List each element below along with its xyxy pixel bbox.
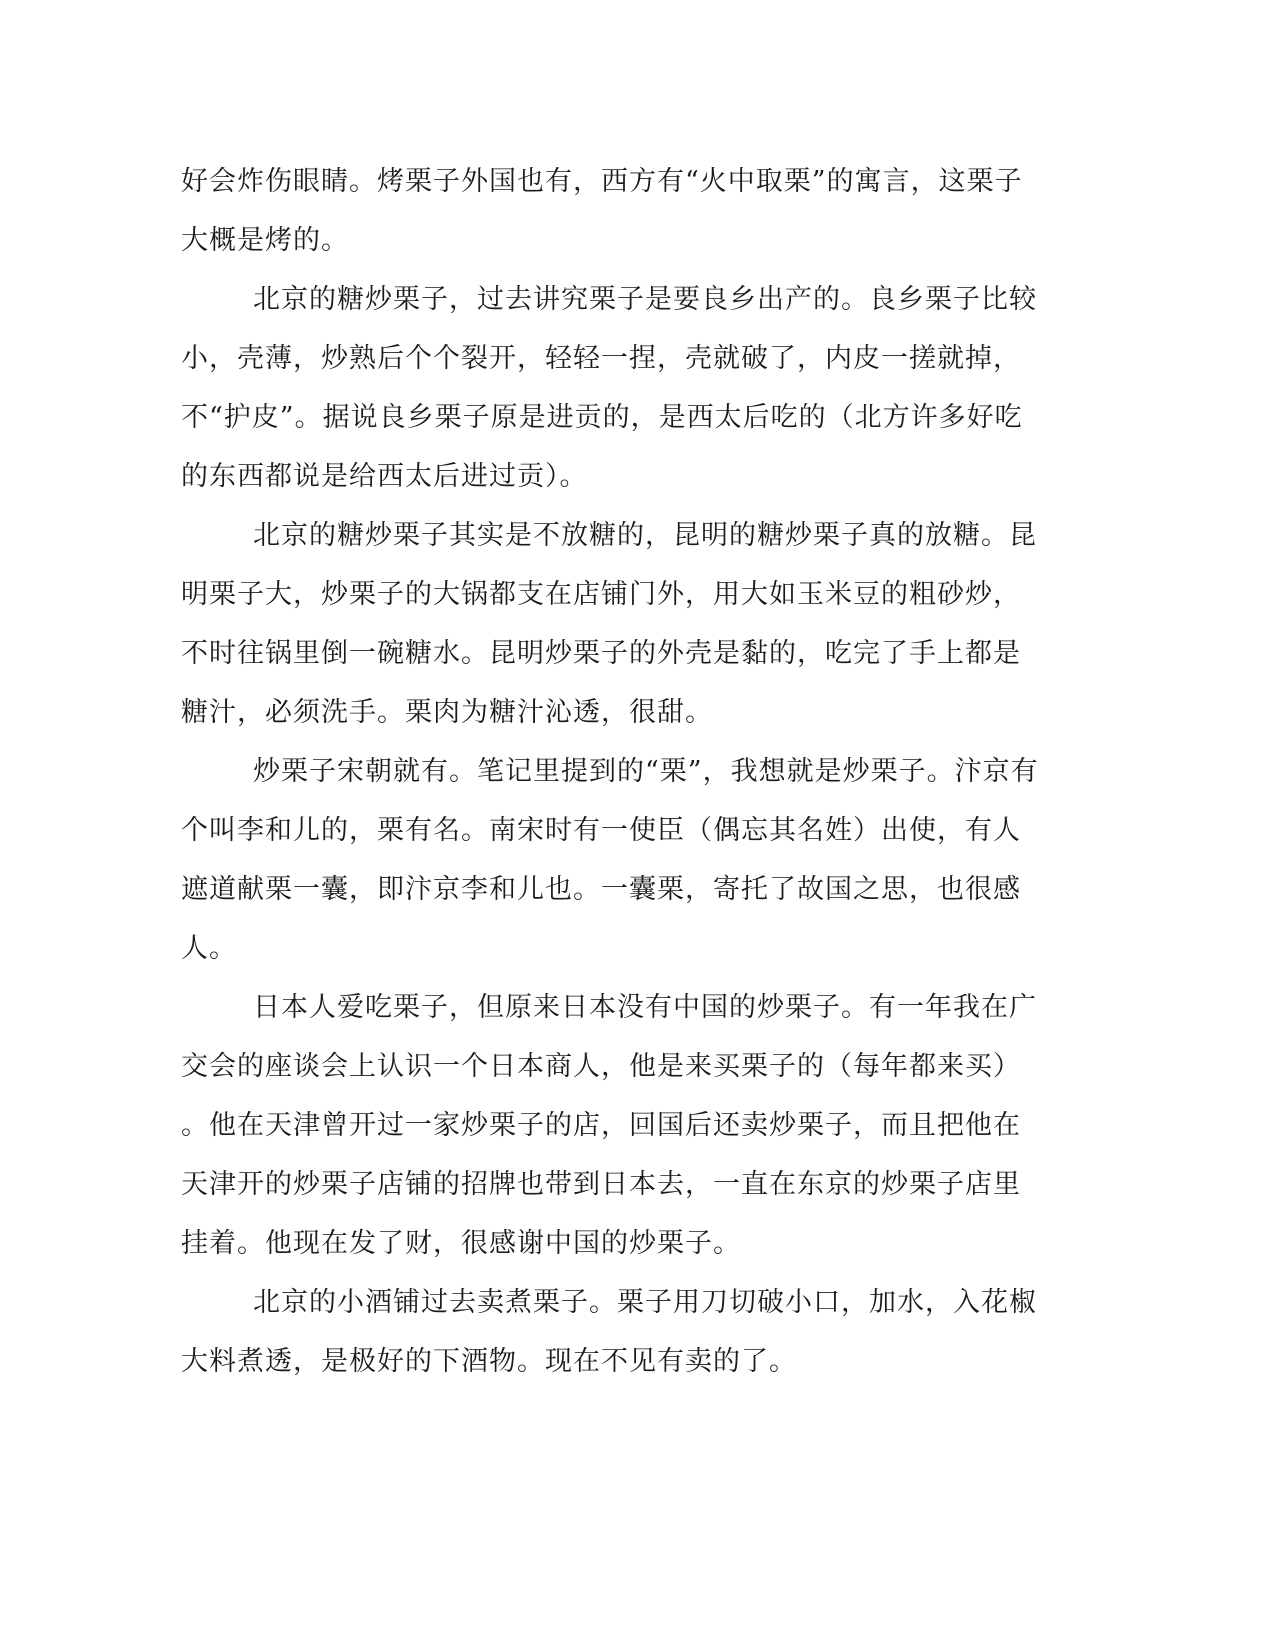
paragraph-start-line: 日本人爱吃栗子，但原来日本没有中国的炒栗子。有一年我在广 — [253, 992, 1037, 1023]
text-line: 不时往锅里倒一碗糖水。昆明炒栗子的外壳是黏的，吃完了手上都是 — [181, 638, 1021, 669]
text-line: 大料煮透，是极好的下酒物。现在不见有卖的了。 — [181, 1346, 797, 1377]
paragraph-start-line: 炒栗子宋朝就有。笔记里提到的“栗”，我想就是炒栗子。汴京有 — [253, 756, 1039, 787]
text-line: 挂着。他现在发了财，很感谢中国的炒栗子。 — [181, 1228, 741, 1259]
paragraph-start-line: 北京的糖炒栗子，过去讲究栗子是要良乡出产的。良乡栗子比较 — [253, 284, 1037, 315]
text-line: 的东西都说是给西太后进过贡）。 — [181, 461, 588, 492]
text-line: 大概是烤的。 — [181, 225, 349, 256]
text-line: 小，壳薄，炒熟后个个裂开，轻轻一捏，壳就破了，内皮一搓就掉， — [181, 343, 1021, 374]
paragraph-start-line: 北京的小酒铺过去卖煮栗子。栗子用刀切破小口，加水，入花椒 — [253, 1287, 1037, 1318]
text-line: 不“护皮”。据说良乡栗子原是进贡的，是西太后吃的（北方许多好吃 — [181, 402, 1023, 433]
paragraph-start-line: 北京的糖炒栗子其实是不放糖的，昆明的糖炒栗子真的放糖。昆 — [253, 520, 1037, 551]
text-line: 人。 — [181, 933, 237, 964]
body-text — [181, 152, 1039, 1391]
text-line: 交会的座谈会上认识一个日本商人，他是来买栗子的（每年都来买） — [181, 1051, 1021, 1082]
text-line: 遮道献栗一囊，即汴京李和儿也。一囊栗，寄托了故国之思，也很感 — [181, 874, 1021, 905]
text-line: 。他在天津曾开过一家炒栗子的店，回国后还卖炒栗子，而且把他在 — [181, 1110, 1021, 1141]
text-line: 好会炸伤眼睛。烤栗子外国也有，西方有“火中取栗”的寓言，这栗子 — [181, 166, 1023, 197]
text-line: 糖汁，必须洗手。栗肉为糖汁沁透，很甜。 — [181, 697, 713, 728]
text-line: 明栗子大，炒栗子的大锅都支在店铺门外，用大如玉米豆的粗砂炒， — [181, 579, 1021, 610]
text-line: 天津开的炒栗子店铺的招牌也带到日本去，一直在东京的炒栗子店里 — [181, 1169, 1021, 1200]
text-line: 个叫李和儿的，栗有名。南宋时有一使臣（偶忘其名姓）出使，有人 — [181, 815, 1021, 846]
